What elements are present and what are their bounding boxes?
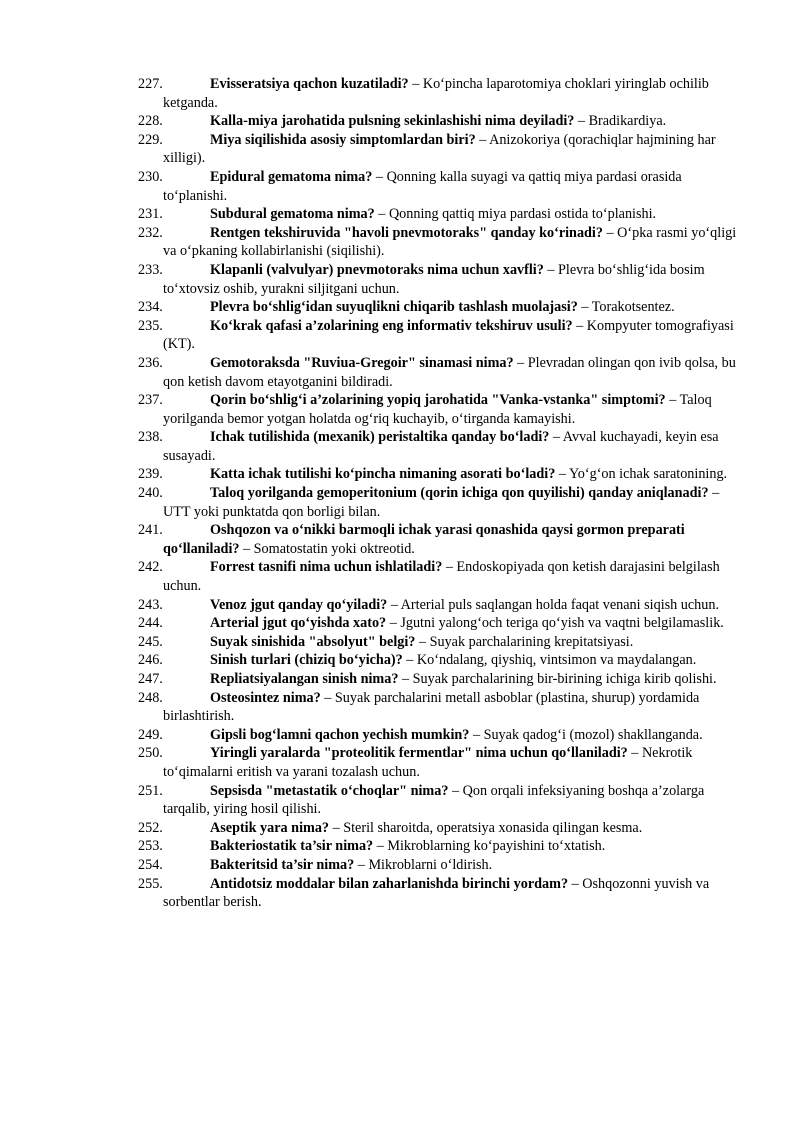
answer-text: – Qon orqali infeksiyaning boshqa a’zolarga tarqalib, yiring hosil qilishi.	[163, 782, 705, 818]
answer-text: – Suyak parchalarining bir-birining ichiga kirib qolishi.	[398, 671, 717, 687]
list-item	[138, 596, 748, 615]
list-item	[138, 521, 748, 558]
question-text: Bakteritsid ta’sir nima?	[210, 856, 355, 873]
answer-text: – UTT yoki punktatda qon borligi bilan.	[163, 485, 720, 520]
answer-text: – Plevradan olingan qon ivib qolsa, bu qon ketish davom etayotganini bildiradi.	[163, 354, 736, 390]
list-item	[138, 670, 748, 689]
question-text: Plevra bo‘shlig‘idan suyuqlikni chiqarib tashlash muolajasi?	[210, 299, 578, 316]
answer-text: – Bradikardiya.	[574, 113, 667, 130]
answer-text: – Suyak parchalarini metall asboblar (plastina, shurup) yordamida birlashtirish.	[163, 689, 700, 725]
item-number: 233.	[138, 261, 163, 278]
list-item	[138, 782, 748, 819]
answer-text: – Avval kuchayadi, keyin esa susayadi.	[163, 429, 719, 464]
item-number: 239.	[138, 466, 163, 483]
item-number: 234.	[138, 299, 163, 316]
answer-text: – Mikroblarning ko‘payishini to‘xtatish.	[373, 838, 606, 855]
question-text: Yiringli yaralarda "proteolitik fermentlar" nima uchun qo‘llaniladi?	[210, 745, 628, 762]
answer-text: – Plevra bo‘shlig‘ida bosim to‘xtovsiz oshib, yurakni siljitgani uchun.	[163, 261, 705, 297]
question-text: Taloq yorilganda gemoperitonium (qorin ichiga qon quyilishi) qanday aniqlanadi?	[210, 485, 709, 502]
question-text: Sepsisda "metastatik o‘choqlar" nima?	[210, 782, 449, 799]
list-item	[138, 428, 748, 465]
question-text: Antidotsiz moddalar bilan zaharlanishda birinchi yordam?	[210, 875, 569, 892]
list-item	[138, 465, 748, 484]
question-text: Oshqozon va o‘nikki barmoqli ichak yarasi qonashida qaysi gormon preparati qo‘llaniladi?	[163, 522, 685, 557]
question-text: Arterial jgut qo‘yishda xato?	[210, 615, 387, 632]
answer-text: – Anizokoriya (qorachiqlar hajmining har xilligi).	[163, 131, 716, 167]
list-item	[138, 689, 748, 726]
question-text: Rentgen tekshiruvida "havoli pnevmotoraks" qanday ko‘rinadi?	[210, 224, 603, 241]
question-text: Suyak sinishida "absolyut" belgi?	[210, 633, 416, 650]
question-text: Miya siqilishida asosiy simptomlardan biri?	[210, 131, 476, 148]
answer-text: – Qonning qattiq miya pardasi ostida to‘planishi.	[374, 206, 657, 223]
question-text: Klapanli (valvulyar) pnevmotoraks nima uchun xavfli?	[210, 261, 544, 278]
answer-text: – Nekrotik to‘qimalarni eritish va yarani tozalash uchun.	[163, 745, 693, 780]
item-number: 244.	[138, 615, 163, 632]
list-item	[138, 744, 748, 781]
item-number: 236.	[138, 354, 163, 371]
list-item	[138, 391, 748, 428]
item-number: 240.	[138, 485, 163, 502]
list-item	[138, 837, 748, 856]
list-item	[138, 298, 748, 317]
item-number: 228.	[138, 113, 163, 130]
list-item	[138, 75, 748, 112]
item-number: 227.	[138, 76, 163, 92]
list-item	[138, 168, 748, 205]
list-item	[138, 633, 748, 652]
answer-text: – Torakotsentez.	[577, 299, 675, 316]
answer-text: – Ko‘ndalang, qiyshiq, vintsimon va maydalangan.	[402, 652, 697, 669]
list-item	[138, 131, 748, 168]
list-item	[138, 354, 748, 391]
answer-text: – Arterial puls saqlangan holda faqat venani siqish uchun.	[387, 596, 720, 613]
question-text: Osteosintez nima?	[210, 689, 321, 706]
list-item	[138, 651, 748, 670]
item-number: 250.	[138, 745, 163, 762]
item-number: 237.	[138, 392, 163, 409]
question-text: Epidural gematoma nima?	[210, 168, 373, 185]
list-item	[138, 224, 748, 261]
list-item	[138, 726, 748, 745]
item-number: 249.	[138, 726, 163, 743]
item-number: 252.	[138, 819, 163, 836]
question-text: Subdural gematoma nima?	[210, 206, 375, 223]
item-number: 242.	[138, 559, 163, 576]
qa-list	[138, 75, 748, 912]
list-item	[138, 112, 748, 131]
item-number: 241.	[138, 522, 163, 539]
list-item	[138, 614, 748, 633]
answer-text: – Mikroblarni o‘ldirish.	[354, 856, 493, 873]
answer-text: – Ko‘pincha laparotomiya choklari yiringlab ochilib ketganda.	[163, 76, 709, 111]
answer-text: – Oshqozonni yuvish va sorbentlar berish.	[163, 875, 710, 911]
item-number: 243.	[138, 596, 163, 613]
item-number: 246.	[138, 652, 163, 669]
answer-text: – Suyak qadog‘i (mozol) shakllanganda.	[469, 726, 703, 743]
answer-text: – Steril sharoitda, operatsiya xonasida qilingan kesma.	[329, 819, 643, 836]
item-number: 245.	[138, 633, 163, 650]
item-number: 247.	[138, 671, 163, 687]
answer-text: – Somatostatin yoki oktreotid.	[239, 540, 415, 557]
list-item	[138, 484, 748, 521]
item-number: 248.	[138, 689, 163, 706]
question-text: Bakteriostatik ta’sir nima?	[210, 838, 374, 855]
item-number: 254.	[138, 856, 163, 873]
question-text: Evisseratsiya qachon kuzatiladi?	[210, 76, 409, 92]
question-text: Venoz jgut qanday qo‘yiladi?	[210, 596, 388, 613]
question-text: Gemotoraksda "Ruviua-Gregoir" sinamasi nima?	[210, 354, 514, 371]
item-number: 231.	[138, 206, 163, 223]
answer-text: – Taloq yorilganda bemor yotgan holatda og‘riq kuchayib, o‘tirganda kamayishi.	[163, 392, 712, 427]
list-item	[138, 317, 748, 354]
question-text: Kalla-miya jarohatida pulsning sekinlashishi nima deyiladi?	[210, 113, 575, 130]
question-text: Sinish turlari (chiziq bo‘yicha)?	[210, 652, 403, 669]
item-number: 235.	[138, 317, 163, 334]
list-item	[138, 558, 748, 595]
list-item	[138, 856, 748, 875]
item-number: 255.	[138, 875, 163, 892]
item-number: 230.	[138, 168, 163, 185]
question-text: Forrest tasnifi nima uchun ishlatiladi?	[210, 559, 443, 576]
item-number: 232.	[138, 224, 163, 241]
answer-text: – Endoskopiyada qon ketish darajasini belgilash uchun.	[163, 559, 720, 595]
list-item	[138, 819, 748, 838]
question-text: Ko‘krak qafasi a’zolarining eng informativ tekshiruv usuli?	[210, 317, 573, 334]
list-item	[138, 875, 748, 912]
answer-text: – O‘pka rasmi yo‘qligi va o‘pkaning kollabirlanishi (siqilishi).	[163, 224, 737, 260]
answer-text: – Suyak parchalarining krepitatsiyasi.	[415, 633, 634, 650]
answer-text: – Qonning kalla suyagi va qattiq miya pardasi orasida to‘planishi.	[163, 168, 682, 204]
item-number: 251.	[138, 782, 163, 799]
question-text: Repliatsiyalangan sinish nima?	[210, 671, 399, 687]
item-number: 253.	[138, 838, 163, 855]
question-text: Katta ichak tutilishi ko‘pincha nimaning asorati bo‘ladi?	[210, 466, 556, 483]
answer-text: – Kompyuter tomografiyasi (KT).	[163, 317, 734, 353]
item-number: 229.	[138, 131, 163, 148]
question-text: Ichak tutilishida (mexanik) peristaltika qanday bo‘ladi?	[210, 429, 550, 446]
answer-text: – Jgutni yalong‘och teriga qo‘yish va vaqtni belgilamaslik.	[386, 615, 724, 632]
item-number: 238.	[138, 429, 163, 446]
list-item	[138, 261, 748, 298]
list-item	[138, 205, 748, 224]
question-text: Qorin bo‘shlig‘i a’zolarining yopiq jarohatida "Vanka-vstanka" simptomi?	[210, 392, 666, 409]
question-text: Gipsli bog‘lamni qachon yechish mumkin?	[210, 726, 470, 743]
question-text: Aseptik yara nima?	[210, 819, 330, 836]
answer-text: – Yo‘g‘on ichak saratonining.	[555, 466, 728, 483]
